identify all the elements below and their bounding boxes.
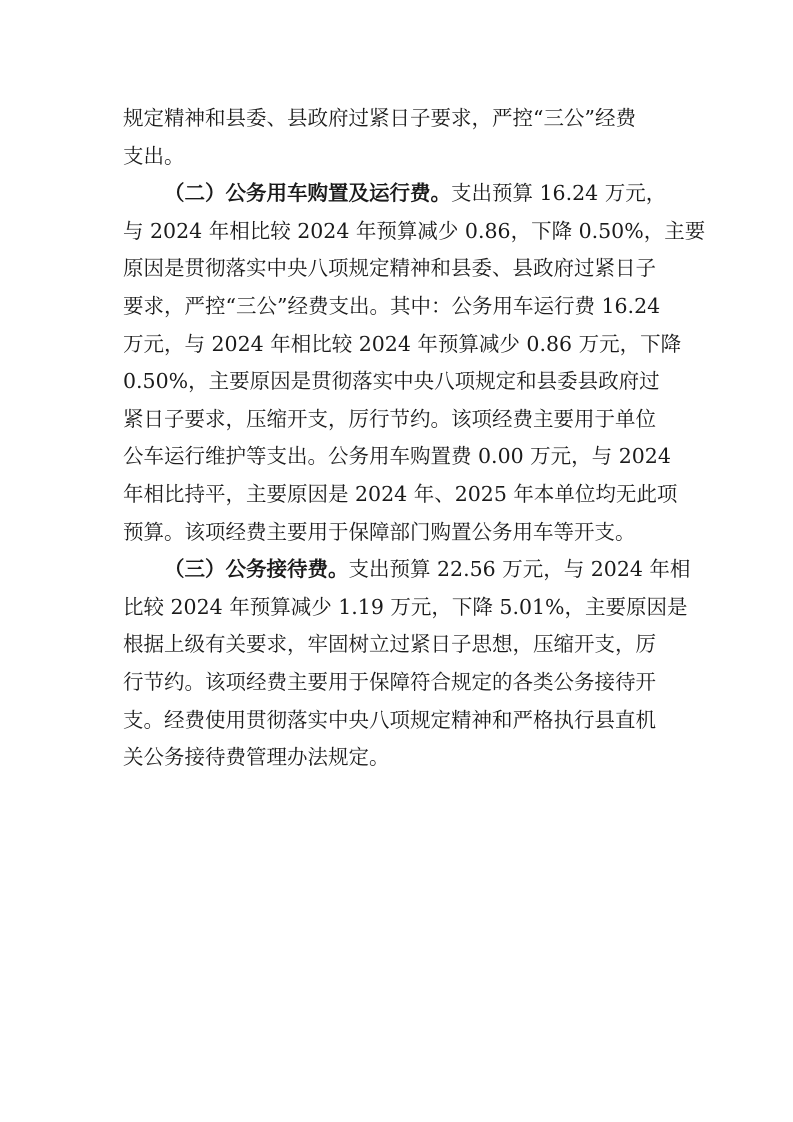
section-2-text: 支出预算 16.24 万元， (451, 181, 667, 206)
section-3-text: 支出预算 22.56 万元，与 2024 年相 (348, 557, 691, 582)
body-line: 支出。 (123, 143, 185, 168)
body-line: 与 2024 年相比较 2024 年预算减少 0.86，下降 0.50%，主要 (123, 218, 706, 243)
body-line: 原因是贯彻落实中央八项规定精神和县委、县政府过紧日子 (123, 256, 656, 281)
section-3-heading: （三）公务接待费。 (164, 557, 349, 582)
body-line: 公车运行维护等支出。公务用车购置费 0.00 万元，与 2024 (123, 444, 671, 469)
body-line: 0.50%，主要原因是贯彻落实中央八项规定和县委县政府过 (123, 369, 660, 394)
body-line: 支。经费使用贯彻落实中央八项规定精神和严格执行县直机 (123, 707, 656, 732)
body-line: 根据上级有关要求，牢固树立过紧日子思想，压缩开支，厉 (123, 632, 656, 657)
body-line: 万元，与 2024 年相比较 2024 年预算减少 0.86 万元，下降 (123, 331, 682, 356)
body-line: 年相比持平，主要原因是 2024 年、2025 年本单位均无此项 (123, 481, 678, 506)
body-line: 规定精神和县委、县政府过紧日子要求，严控“三公”经费 (123, 106, 636, 130)
body-line: 比较 2024 年预算减少 1.19 万元，下降 5.01%，主要原因是 (123, 594, 688, 619)
body-line: 行节约。该项经费主要用于保障符合规定的各类公务接待开 (123, 669, 656, 694)
document-body (123, 100, 706, 777)
body-line: 紧日子要求，压缩开支，厉行节约。该项经费主要用于单位 (123, 406, 656, 431)
body-line: 预算。该项经费主要用于保障部门购置公务用车等开支。 (123, 519, 636, 544)
section-2-heading: （二）公务用车购置及运行费。 (164, 181, 451, 206)
section-2-line (123, 175, 683, 213)
body-line: 要求，严控“三公”经费支出。其中：公务用车运行费 16.24 (123, 293, 661, 318)
body-line: 关公务接待费管理办法规定。 (123, 745, 390, 770)
section-3-line (123, 551, 691, 589)
